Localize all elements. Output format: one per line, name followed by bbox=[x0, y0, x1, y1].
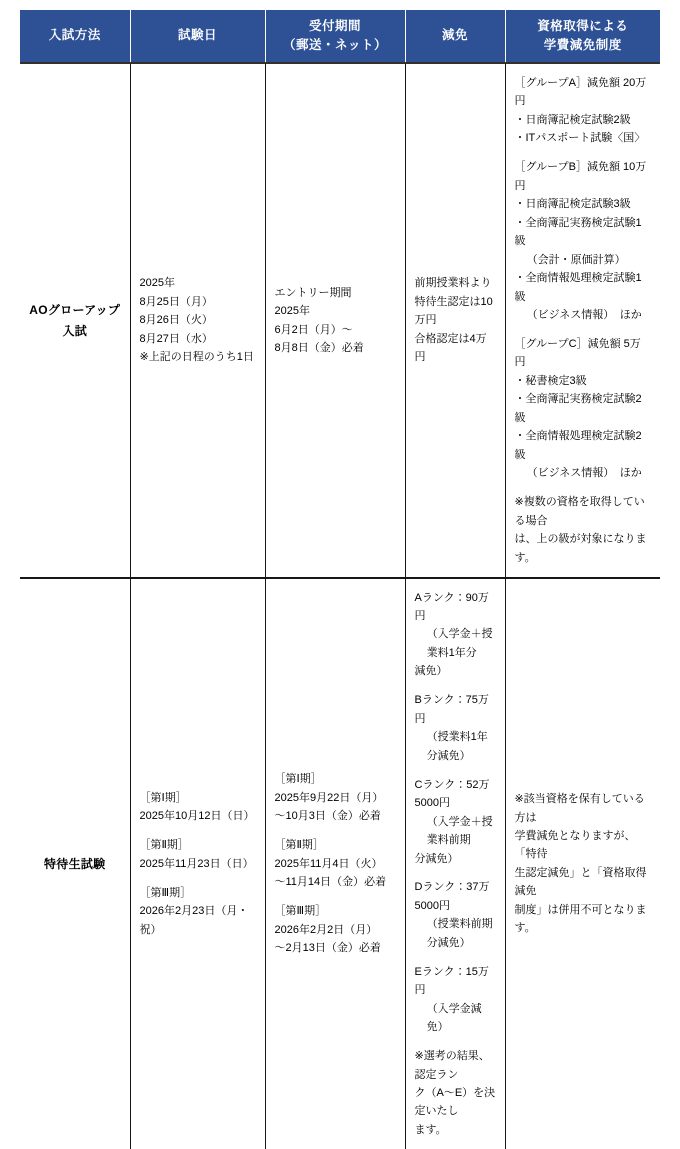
text-line: ［第Ⅰ期］ bbox=[274, 773, 322, 786]
text-line: 8月25日（月） bbox=[139, 295, 213, 308]
column-header-reception bbox=[265, 10, 405, 62]
reception-lines-ao bbox=[275, 284, 396, 358]
text-line: ［第Ⅱ期］ bbox=[274, 839, 324, 852]
text-line: （会計・原価計算） bbox=[526, 253, 626, 266]
text-line bbox=[515, 148, 652, 158]
text-line: ※上記の日程のうち1日 bbox=[139, 351, 254, 364]
text-line: Aランク：90万円 bbox=[414, 591, 489, 622]
text-line: （ビジネス情報） ほか bbox=[526, 467, 642, 480]
text-line: 合格認定は4万円 bbox=[414, 332, 487, 364]
exam-date-lines-scholarship bbox=[140, 789, 256, 939]
text-line: ［グループB］減免額 10万円 bbox=[514, 161, 647, 192]
text-line: 〜10月3日（金）必着 bbox=[274, 810, 381, 823]
text-line: ・全商情報処理検定試験1級 bbox=[514, 272, 642, 303]
text-line: 制度」は併用不可となります。 bbox=[514, 903, 647, 935]
text-line bbox=[415, 868, 496, 878]
reduction-lines-scholarship bbox=[415, 589, 496, 1140]
method-label-ao: AOグローアップ入試 bbox=[29, 303, 121, 338]
text-line: 分減免） bbox=[414, 852, 459, 865]
text-line: （ビジネス情報） ほか bbox=[526, 309, 642, 322]
exam-date-lines-ao bbox=[140, 274, 256, 366]
text-line: ・秘書検定3級 bbox=[514, 374, 587, 387]
text-line bbox=[415, 681, 496, 691]
text-line bbox=[415, 1037, 496, 1047]
text-line bbox=[415, 765, 496, 775]
cell-reception-scholarship bbox=[265, 579, 405, 1149]
text-line: 2025年 bbox=[139, 277, 175, 290]
text-line: Dランク：37万5000円 bbox=[414, 881, 490, 912]
text-line: 〜11月14日（金）必着 bbox=[274, 876, 387, 889]
text-line: 2025年10月12日（日） bbox=[139, 810, 255, 823]
table-body bbox=[20, 64, 660, 1149]
text-line: 2025年11月4日（火） bbox=[274, 857, 383, 870]
text-line: 2026年2月23日（月・祝） bbox=[139, 905, 249, 936]
admissions-table bbox=[20, 10, 660, 1149]
text-line: Cランク：52万5000円 bbox=[414, 778, 490, 810]
text-line: ※該当資格を保有している方は bbox=[514, 793, 645, 824]
text-line: ・ITパスポート試験〈国〉 bbox=[514, 132, 646, 145]
text-line: 8月26日（火） bbox=[139, 314, 213, 327]
text-line bbox=[515, 325, 652, 335]
column-header-reduction bbox=[405, 10, 505, 62]
table-row bbox=[20, 579, 660, 1149]
text-line: 学費減免となりますが、「特待 bbox=[514, 830, 636, 861]
text-line: Bランク：75万円 bbox=[414, 694, 489, 725]
text-line: ［第Ⅰ期］ bbox=[139, 791, 187, 804]
text-line: ます。 bbox=[414, 1123, 447, 1136]
text-line: （授業料1年分減免） bbox=[426, 731, 488, 762]
column-header-reception-line-1: 受付期間 bbox=[308, 18, 361, 33]
cell-method-ao bbox=[20, 64, 130, 577]
text-line: （入学金＋授業料前期 bbox=[426, 815, 493, 847]
column-header-exam-date bbox=[130, 10, 265, 62]
text-line: ［第Ⅲ期］ bbox=[139, 886, 192, 899]
cell-reception-ao bbox=[265, 64, 405, 577]
cell-qualification-scholarship bbox=[505, 579, 660, 1149]
text-line: ［グループA］減免額 20万円 bbox=[514, 77, 647, 108]
text-line: ・日商簿記検定試験2級 bbox=[514, 113, 631, 126]
text-line bbox=[275, 892, 396, 902]
header-row bbox=[20, 10, 660, 62]
text-line: 2025年11月23日（日） bbox=[139, 857, 254, 870]
text-line: 減免） bbox=[414, 665, 448, 678]
table-header bbox=[20, 10, 660, 64]
text-line: 2026年2月2日（月） bbox=[274, 923, 378, 936]
text-line: エントリー期間 bbox=[274, 286, 352, 299]
text-line: 前期授業料より bbox=[414, 277, 492, 290]
text-line bbox=[515, 483, 652, 493]
text-line: 8月27日（水） bbox=[139, 332, 213, 345]
cell-reduction-ao bbox=[405, 64, 505, 577]
column-header-method bbox=[20, 10, 130, 62]
column-header-qualification-line-1: 資格取得による bbox=[537, 18, 629, 33]
text-line: ク（A〜E）を決定いたし bbox=[414, 1086, 496, 1118]
text-line bbox=[140, 873, 256, 883]
table-row bbox=[20, 64, 660, 577]
column-header-reduction-line-1: 減免 bbox=[441, 28, 468, 43]
text-line bbox=[415, 952, 496, 962]
text-line: ・全商簿記実務検定試験2級 bbox=[514, 393, 642, 424]
cell-exam-date-scholarship bbox=[130, 579, 265, 1149]
cell-exam-date-ao bbox=[130, 64, 265, 577]
text-line: ※選考の結果、認定ラン bbox=[414, 1050, 490, 1081]
text-line bbox=[140, 826, 256, 836]
column-header-qualification bbox=[505, 10, 660, 62]
text-line: 2025年9月22日（月） bbox=[274, 791, 384, 804]
reception-lines-scholarship bbox=[275, 770, 396, 957]
text-line: 〜2月13日（金）必着 bbox=[274, 942, 381, 955]
reduction-lines-ao bbox=[415, 274, 496, 366]
column-header-reception-line-2: （郵送・ネット） bbox=[282, 38, 387, 52]
text-line: （入学金＋授業料1年分 bbox=[426, 628, 493, 659]
text-line: ［第Ⅲ期］ bbox=[274, 905, 327, 918]
text-line: ※複数の資格を取得している場合 bbox=[514, 496, 645, 527]
qualification-lines-ao bbox=[515, 74, 652, 567]
text-line: ・全商簿記実務検定試験1級 bbox=[514, 216, 642, 248]
text-line: 特待生認定は10万円 bbox=[414, 295, 493, 327]
text-line: 8月8日（金）必着 bbox=[274, 341, 364, 354]
text-line: 6月2日（月）〜 bbox=[274, 323, 353, 336]
text-line: 生認定減免」と「資格取得減免 bbox=[514, 866, 647, 898]
text-line: （入学金減免） bbox=[426, 1002, 482, 1034]
text-line: ［第Ⅱ期］ bbox=[139, 839, 189, 852]
column-header-method-line-1: 入試方法 bbox=[48, 28, 101, 43]
text-line bbox=[275, 826, 396, 836]
column-header-exam-date-line-1: 試験日 bbox=[177, 28, 217, 43]
text-line: ・日商簿記検定試験3級 bbox=[514, 198, 631, 211]
cell-method-scholarship bbox=[20, 579, 130, 1149]
cell-qualification-ao bbox=[505, 64, 660, 577]
text-line: Eランク：15万円 bbox=[414, 965, 489, 997]
method-label-scholarship: 特待生試験 bbox=[43, 856, 106, 871]
text-line: （授業料前期分減免） bbox=[426, 918, 493, 949]
text-line: ・全商情報処理検定試験2級 bbox=[514, 430, 642, 461]
text-line: ［グループC］減免額 5万円 bbox=[514, 337, 641, 369]
cell-reduction-scholarship bbox=[405, 579, 505, 1149]
column-header-qualification-line-2: 学費減免制度 bbox=[543, 38, 622, 52]
text-line: は、上の級が対象になります。 bbox=[514, 533, 647, 564]
text-line: 2025年 bbox=[274, 305, 310, 318]
qualification-lines-scholarship bbox=[515, 790, 652, 938]
